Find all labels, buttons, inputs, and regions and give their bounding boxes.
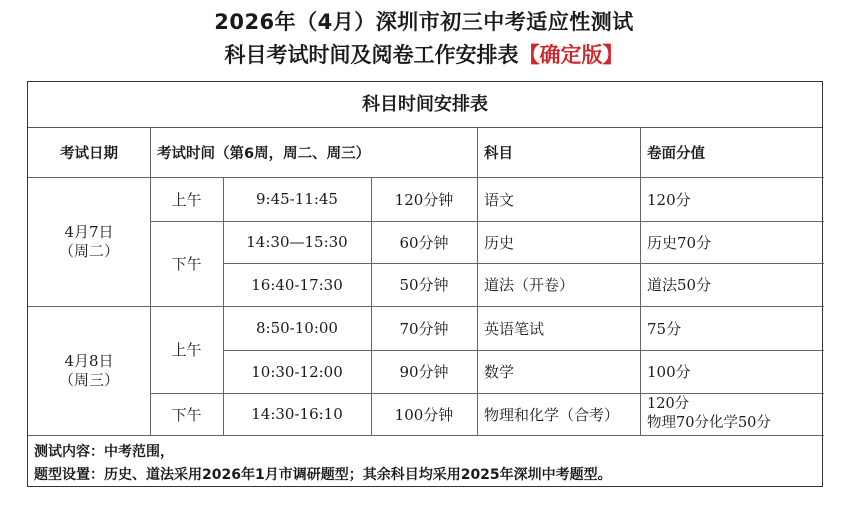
time-cell: 16:40-17:30 [251,275,343,294]
document-subtitle [0,39,848,69]
subject-cell: 语文 [484,190,515,209]
score-cell: 100分 [647,363,691,381]
duration-cell: 90分钟 [399,363,449,381]
header-subject: 科目 [484,146,513,162]
date-text: 4月8日 [64,351,114,370]
note-content: 测试内容：中考范围， [34,444,174,460]
weekday-text: （周二） [58,241,119,260]
period-morning: 上午 [171,341,202,359]
final-version-tag: 【确定版】 [518,43,624,67]
table-caption: 科目时间安排表 [28,82,822,128]
time-cell: 9:45-11:45 [256,190,338,208]
time-cell: 14:30-16:10 [251,405,343,423]
period-afternoon: 下午 [171,405,202,424]
duration-cell: 120分钟 [394,190,454,209]
subject-cell: 物理和化学（合考） [484,405,620,424]
score-breakdown: 物理70分化学50分 [647,415,771,431]
header-date: 考试日期 [60,146,118,162]
duration-cell: 100分钟 [394,405,454,424]
time-cell: 14:30—15:30 [246,233,348,251]
duration-cell: 70分钟 [399,319,449,338]
score-cell: 75分 [647,319,682,338]
score-cell: 历史70分 [647,233,712,252]
subtitle-text: 科目考试时间及阅卷工作安排表 [224,43,519,67]
notes-divider [28,435,824,436]
subject-cell: 英语笔试 [484,319,545,338]
subject-cell: 道法（开卷） [484,276,575,294]
duration-cell: 50分钟 [399,276,449,294]
duration-cell: 60分钟 [399,233,449,252]
document-title: 2026年（4月）深圳市初三中考适应性测试 [214,10,634,34]
score-total: 120分 [647,396,690,412]
subject-cell: 数学 [484,363,515,381]
period-afternoon: 下午 [171,255,202,273]
date-cell-day2 [28,306,150,435]
time-cell: 10:30-12:00 [251,362,343,381]
weekday-text: （周三） [58,370,119,389]
subject-cell: 历史 [484,233,515,252]
score-cell [640,393,824,435]
score-cell: 道法50分 [647,276,712,294]
header-time: 考试时间（第6周，周二、周三） [157,146,371,162]
schedule-table [27,81,823,487]
note-question-types: 题型设置：历史、道法采用2026年1月市调研题型；其余科目均采用2025年深圳中考题型。 [34,467,612,483]
date-text: 4月7日 [64,222,114,241]
date-cell-day1 [28,177,150,306]
score-cell: 120分 [647,190,691,209]
period-morning: 上午 [171,190,202,209]
header-score: 卷面分值 [647,146,705,162]
time-cell: 8:50-10:00 [256,319,338,337]
